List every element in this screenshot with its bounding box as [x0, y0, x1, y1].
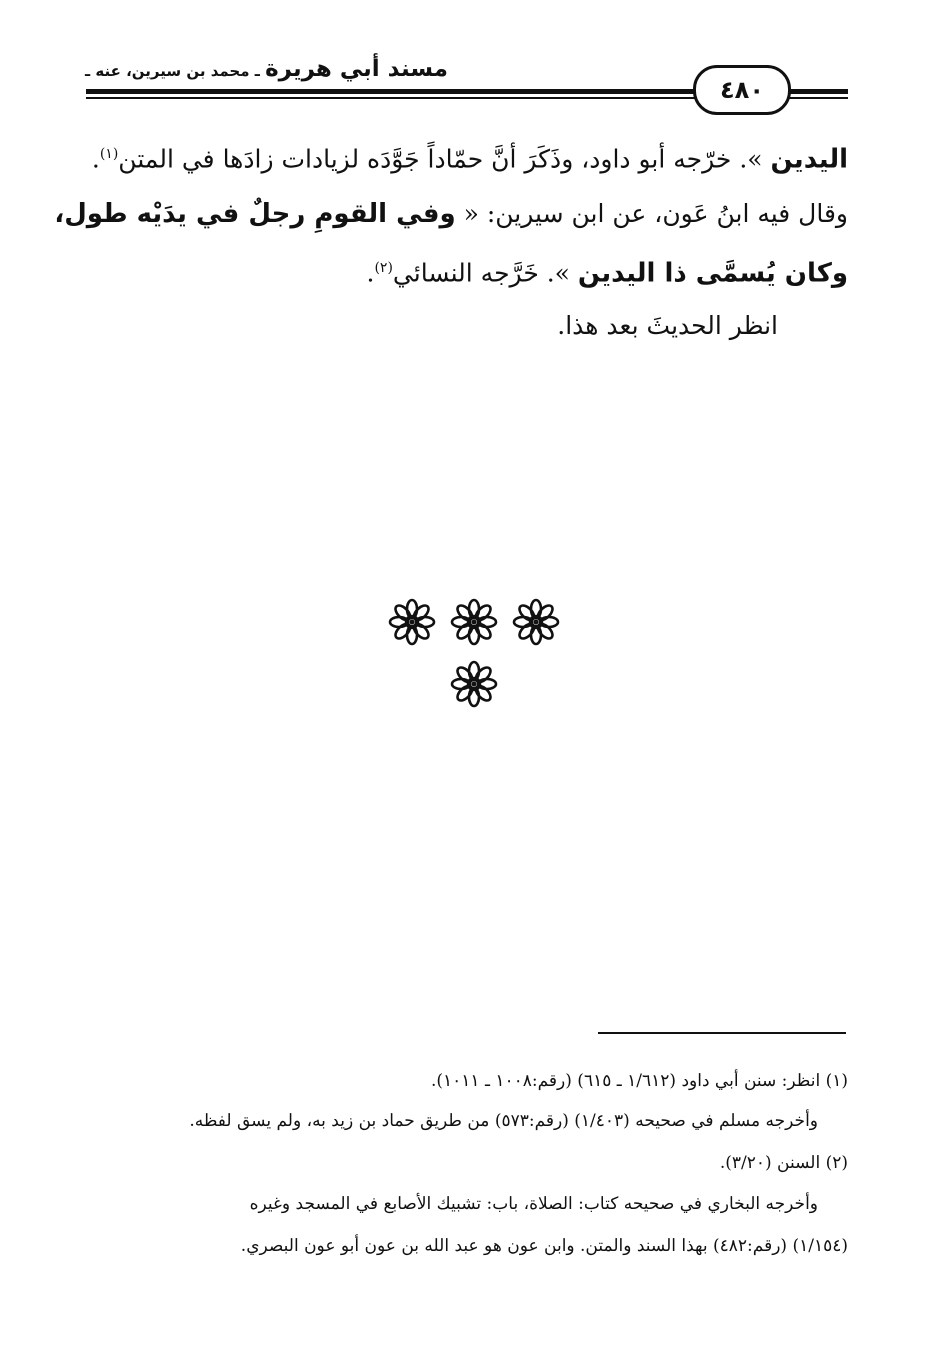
flower-ornament-icon: [388, 598, 436, 646]
header-title: مسند أبي هريرة: [265, 56, 448, 82]
flower-ornament-icon: [450, 660, 498, 708]
footnote-ref-2: (٢): [374, 260, 393, 276]
text-line-3: [366, 248, 848, 288]
text-line-2: [54, 194, 848, 234]
commentary-text: ». خرّجه أبو داود، وذَكَرَ أنَّ حمّاداً جَوَّدَه لزيادات زادَها في المتن: [118, 144, 771, 174]
page-number: ٤٨٠: [693, 65, 791, 115]
footnote-2: (٢) السنن (٣/٢٠).: [719, 1153, 848, 1173]
commentary-text: ». خَرَّجه النسائي: [392, 258, 578, 288]
text-line-4: انظر الحديثَ بعد هذا.: [557, 311, 778, 340]
ornament-row-2: [0, 660, 948, 708]
footnote-1-continued: وأخرجه مسلم في صحيحه (١/٤٠٣) (رقم:٥٧٣) من طريق حماد بن زيد به، ولم يسق لفظه.: [189, 1111, 818, 1131]
running-header: [86, 52, 448, 86]
footnote-2-continued: وأخرجه البخاري في صحيحه كتاب: الصلاة، باب: تشبيك الأصابع في المسجد وغيره: [249, 1194, 818, 1214]
footnote-2-continued-2: (١/١٥٤) (رقم:٤٨٢) بهذا السند والمتن. وابن عون هو عبد الله بن عون أبو عون البصري.: [240, 1236, 848, 1256]
footnote-separator: [598, 1032, 846, 1034]
flower-ornament-icon: [450, 598, 498, 646]
text-line-1: [92, 134, 848, 174]
matn-text: وفي القومِ رجلٌ في يدَيْه طول،: [54, 199, 456, 229]
footnote-1: (١) انظر: سنن أبي داود (١/٦١٢ ـ ٦١٥) (رقم:١٠٠٨ ـ ١٠١١).: [430, 1071, 848, 1091]
flower-ornament-icon: [512, 598, 560, 646]
line-end: .: [91, 144, 100, 174]
line-end: .: [366, 258, 375, 288]
header-subtitle: ـ محمد بن سيرين، عنه ـ: [85, 62, 266, 80]
matn-text: اليدين: [770, 144, 848, 175]
footnote-ref-1: (١): [99, 146, 119, 162]
matn-text: وكان يُسمَّى ذا اليدين: [577, 258, 848, 289]
ornament-row-1: [0, 598, 948, 646]
commentary-text: وقال فيه ابنُ عَون، عن ابن سيرين: «: [455, 199, 848, 228]
